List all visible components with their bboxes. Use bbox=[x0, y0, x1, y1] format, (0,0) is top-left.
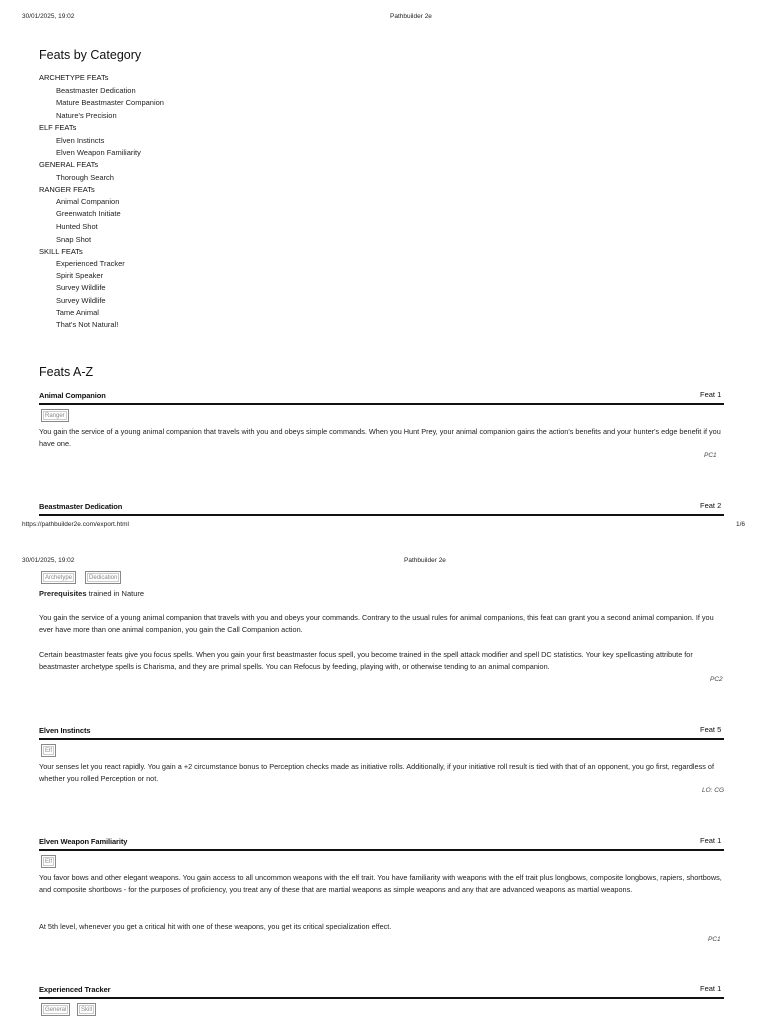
category-archetype: ARCHETYPE FEATs bbox=[39, 73, 109, 82]
category-item: Thorough Search bbox=[56, 173, 114, 182]
print-header-title: Pathbuilder 2e bbox=[390, 13, 432, 20]
print-header-title: Pathbuilder 2e bbox=[404, 557, 446, 564]
feat-title-elven-instincts: Elven Instincts bbox=[39, 726, 91, 735]
feat-divider bbox=[39, 403, 724, 405]
trait-tag: Skill bbox=[77, 1003, 96, 1016]
trait-tag: Archetype bbox=[41, 571, 76, 584]
feat-title-beastmaster-dedication: Beastmaster Dedication bbox=[39, 502, 123, 511]
category-item: Survey Wildlife bbox=[56, 283, 106, 292]
category-elf: ELF FEATs bbox=[39, 123, 77, 132]
feat-level: Feat 1 bbox=[700, 836, 722, 845]
feat-description: You gain the service of a young animal companion that travels with you and obeys your commands. Contrary to the usual rules for animal companions, this feat can grant you a second animal companion. If you ever have more than one animal companion, you gain the Call Companion action. bbox=[39, 613, 714, 634]
category-general: GENERAL FEATs bbox=[39, 160, 99, 169]
feat-divider bbox=[39, 514, 724, 516]
feat-source: PC1 bbox=[708, 936, 721, 943]
feat-source: PC2 bbox=[710, 676, 723, 683]
feat-level: Feat 2 bbox=[700, 501, 722, 510]
feat-source: LO: CG bbox=[702, 787, 725, 794]
category-item: That's Not Natural! bbox=[56, 320, 119, 329]
category-item: Tame Animal bbox=[56, 308, 99, 317]
feat-source: PC1 bbox=[704, 452, 717, 459]
category-item: Survey Wildlife bbox=[56, 296, 106, 305]
feat-title-animal-companion: Animal Companion bbox=[39, 391, 106, 400]
category-item: Animal Companion bbox=[56, 197, 120, 206]
category-item: Mature Beastmaster Companion bbox=[56, 98, 164, 107]
feat-description: At 5th level, whenever you get a critical hit with one of these weapons, you get its critical specialization effect. bbox=[39, 922, 392, 931]
feat-description: You favor bows and other elegant weapons. You gain access to all uncommon weapons with the elf trait. You have familiarity with weapons with the elf trait plus longbows, composite longbows, rapiers, shortbows, and composite shortbows - for the purposes of proficiency, you treat any of these that are martial weapons as simple weapons and any that are advanced weapons as martial weapons. bbox=[39, 873, 722, 894]
trait-tag: Dedication bbox=[85, 571, 121, 584]
feat-description: Your senses let you react rapidly. You gain a +2 circumstance bonus to Perception checks made as initiative rolls. Additionally, if your initiative roll result is tied with that of an opponent, you go first, regardless of whether you rolled Perception or not. bbox=[39, 762, 714, 783]
feats-az-title: Feats A-Z bbox=[39, 365, 94, 379]
category-item: Snap Shot bbox=[56, 235, 92, 244]
trait-tag: Ranger bbox=[41, 409, 69, 422]
category-item: Spirit Speaker bbox=[56, 271, 104, 280]
feat-description: You gain the service of a young animal companion that travels with you and obeys simple commands. When you Hunt Prey, your animal companion gains the action's benefits and your hunter's edge benefit if you have one. bbox=[39, 427, 721, 448]
category-item: Nature's Precision bbox=[56, 111, 117, 120]
print-header-date: 30/01/2025, 19:02 bbox=[22, 557, 75, 564]
trait-tag: Elf bbox=[41, 855, 56, 868]
category-item: Elven Weapon Familiarity bbox=[56, 148, 141, 157]
category-item: Elven Instincts bbox=[56, 136, 105, 145]
feat-level: Feat 5 bbox=[700, 725, 722, 734]
category-skill: SKILL FEATs bbox=[39, 247, 83, 256]
category-item: Beastmaster Dedication bbox=[56, 86, 136, 95]
feat-level: Feat 1 bbox=[700, 390, 722, 399]
prerequisites-value: trained in Nature bbox=[88, 589, 145, 598]
category-item: Experienced Tracker bbox=[56, 259, 125, 268]
feats-by-category-title: Feats by Category bbox=[39, 48, 142, 62]
category-item: Hunted Shot bbox=[56, 222, 98, 231]
trait-tag: Elf bbox=[41, 744, 56, 757]
print-footer-page: 1/6 bbox=[736, 521, 746, 528]
print-footer-url: https://pathbuilder2e.com/export.html bbox=[22, 521, 129, 528]
feat-title-elven-weapon-familiarity: Elven Weapon Familiarity bbox=[39, 837, 128, 846]
category-item: Greenwatch Initiate bbox=[56, 209, 121, 218]
feat-divider bbox=[39, 997, 724, 999]
feat-prerequisites bbox=[39, 589, 144, 598]
feat-title-experienced-tracker: Experienced Tracker bbox=[39, 985, 111, 994]
category-ranger: RANGER FEATs bbox=[39, 185, 95, 194]
feat-divider bbox=[39, 849, 724, 851]
feat-description: Certain beastmaster feats give you focus spells. When you gain your first beastmaster focus spell, you become trained in the spell attack modifier and spell DC statistics. Your key spellcasting attribute for beastmaster archetype spells is Charisma, and they are primal spells. You can Refocus by feeding, playing with, or otherwise tending to an animal companion. bbox=[39, 650, 693, 671]
feat-level: Feat 1 bbox=[700, 984, 722, 993]
prerequisites-label: Prerequisites bbox=[39, 589, 87, 598]
feat-divider bbox=[39, 738, 724, 740]
print-header-date: 30/01/2025, 19:02 bbox=[22, 13, 75, 20]
trait-tag: General bbox=[41, 1003, 70, 1016]
